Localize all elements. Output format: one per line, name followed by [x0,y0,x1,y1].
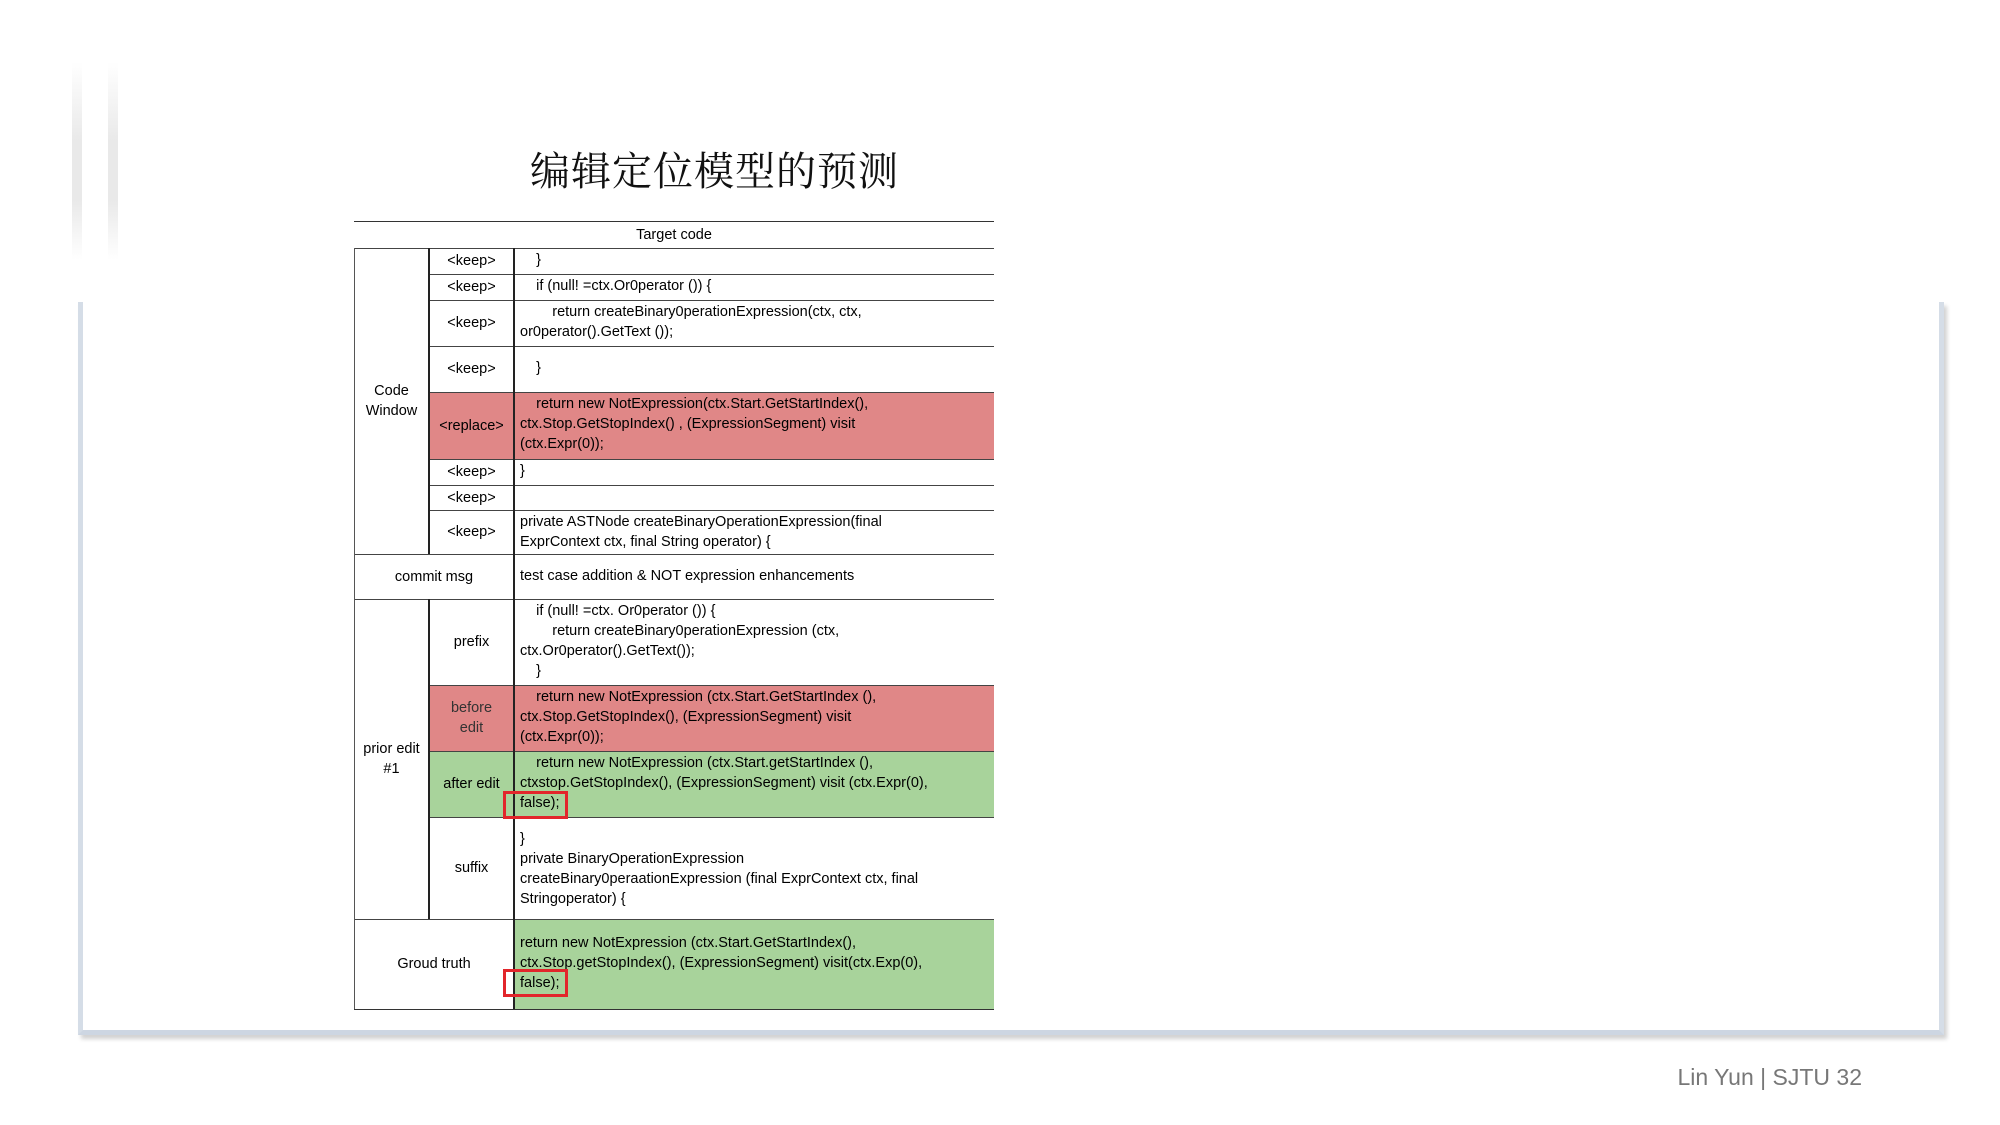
slide-title: 编辑定位模型的预测 [530,149,899,195]
grid-line [354,599,994,600]
row-code: if (null! =ctx.Or0perator ()) { [520,278,712,294]
decorative-bar-left [72,62,82,260]
row-tag: <keep> [447,489,496,506]
decorative-bar-right [108,62,118,260]
commit-msg-text: test case addition & NOT expression enhancements [520,568,855,584]
before-edit-code: return new NotExpression (ctx.Start.GetStartIndex (), ctx.Stop.GetStopIndex(), (ExpressionSegment) visit (ctx.Expr(0)); [514,685,994,751]
row-code: private ASTNode createBinaryOperationExpression(final ExprContext ctx, final String operator) { [520,514,882,550]
row-code: } [520,252,541,268]
row-code: return createBinary0perationExpression(ctx, ctx, or0perator().GetText ()); [520,304,862,340]
slide-footer: Lin Yun | SJTU 32 [1677,1064,1862,1090]
row-code: } [520,360,541,376]
code-window-label: Code Window [365,383,418,419]
prior-edit-label: prior edit #1 [363,741,420,777]
grid-line [513,248,515,1009]
row-tag: <keep> [447,464,496,480]
highlight-box [503,969,568,997]
grid-line [354,919,994,920]
grid-line [354,554,994,555]
row-tag: <keep> [447,253,496,269]
row-tag: <keep> [447,315,496,331]
suffix-label: suffix [454,860,489,876]
table-header: Target code [636,227,712,243]
after-edit-code: return new NotExpression (ctx.Start.getStartIndex (), ctxstop.GetStopIndex(), (ExpressionSegment) visit (ctx.Expr(0), false); [514,751,994,817]
grid-line [428,248,430,554]
row-tag: <keep> [447,279,496,295]
prefix-label: prefix [453,634,490,650]
ground-truth-code: return new NotExpression (ctx.Start.GetStartIndex(), ctx.Stop.getStopIndex(), (ExpressionSegment) visit(ctx.Exp(0), false); [514,919,994,1009]
row-tag: <keep> [447,361,496,377]
before-edit-label: before edit [429,685,514,751]
grid-line [354,248,355,1009]
grid-line [428,599,430,919]
highlight-box [503,791,568,819]
row-tag: <keep> [447,524,496,540]
ground-truth-label: Groud truth [397,956,471,972]
commit-msg-label: commit msg [394,568,474,585]
row-code: } [520,463,525,479]
row-code [514,485,994,510]
row-code-replace: return new NotExpression(ctx.Start.GetStartIndex(), ctx.Stop.GetStopIndex() , (ExpressionSegment) visit (ctx.Expr(0)); [514,392,994,459]
row-tag-replace: <replace> [429,392,514,459]
target-code-table [354,221,994,1010]
after-edit-label: after edit [429,751,514,817]
prefix-code: if (null! =ctx. Or0perator ()) { return createBinary0perationExpression (ctx, ctx.Or0perator().GetText()); } [520,603,840,679]
suffix-code: } private BinaryOperationExpression createBinary0peraationExpression (final ExprContext ctx, final Stringoperator) { [520,831,919,907]
grid-line [354,248,994,249]
